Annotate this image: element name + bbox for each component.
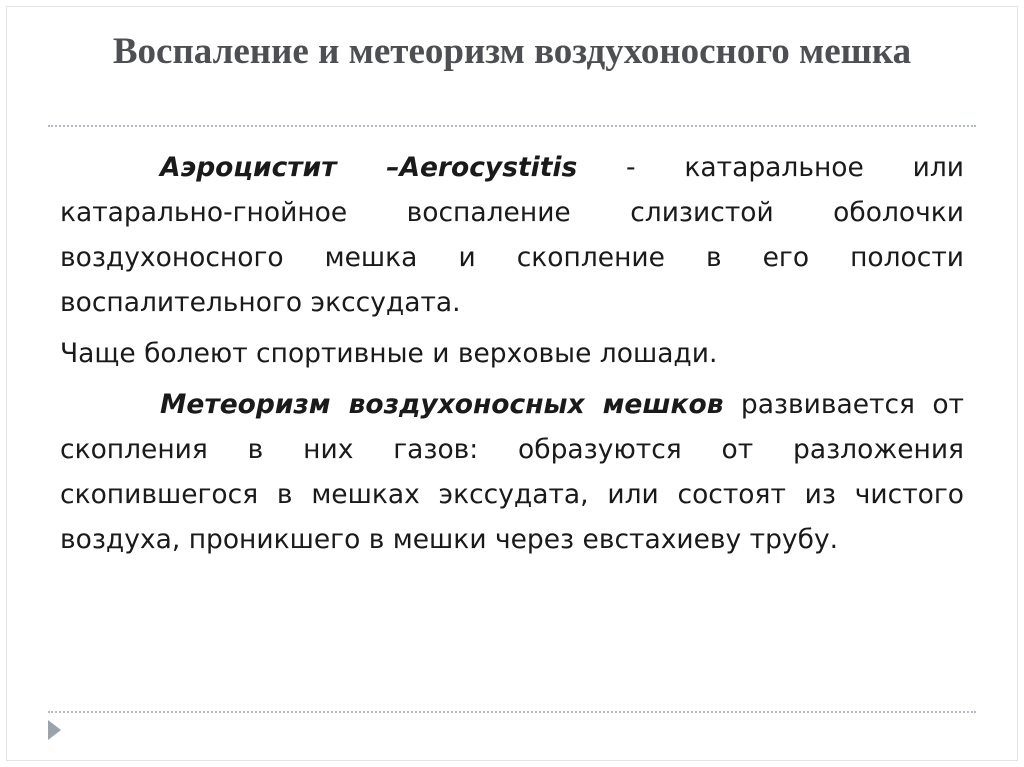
slide-title: Воспаление и метеоризм воздухоносного мешка bbox=[112, 31, 912, 72]
definition-aerocystitis: - катаральное или катарально-гнойное воспаление слизистой оболочки воздухоносного мешка и скопление в его полости воспалительного экссудата. bbox=[60, 152, 964, 318]
paragraph-affected-horses: Чаще болеют спортивные и верховые лошади. bbox=[60, 338, 718, 369]
term-meteorism: Метеоризм воздухоносных мешков bbox=[160, 389, 724, 420]
paragraph-aerocystitis bbox=[60, 145, 964, 325]
definition-meteorism: развивается от скопления в них газов: образуются от разложения скопившегося в мешках экссудата, или состоят из чистого воздуха, проникшего в мешки через евстахиеву трубу. bbox=[60, 389, 964, 555]
triangle-right-icon[interactable] bbox=[48, 720, 61, 740]
title-divider bbox=[48, 125, 976, 127]
slide-body bbox=[60, 145, 964, 568]
paragraph-meteorism bbox=[60, 382, 964, 562]
footer-divider bbox=[48, 711, 976, 713]
term-aerocystitis: Аэроцистит –Aerocystitis bbox=[160, 152, 578, 183]
